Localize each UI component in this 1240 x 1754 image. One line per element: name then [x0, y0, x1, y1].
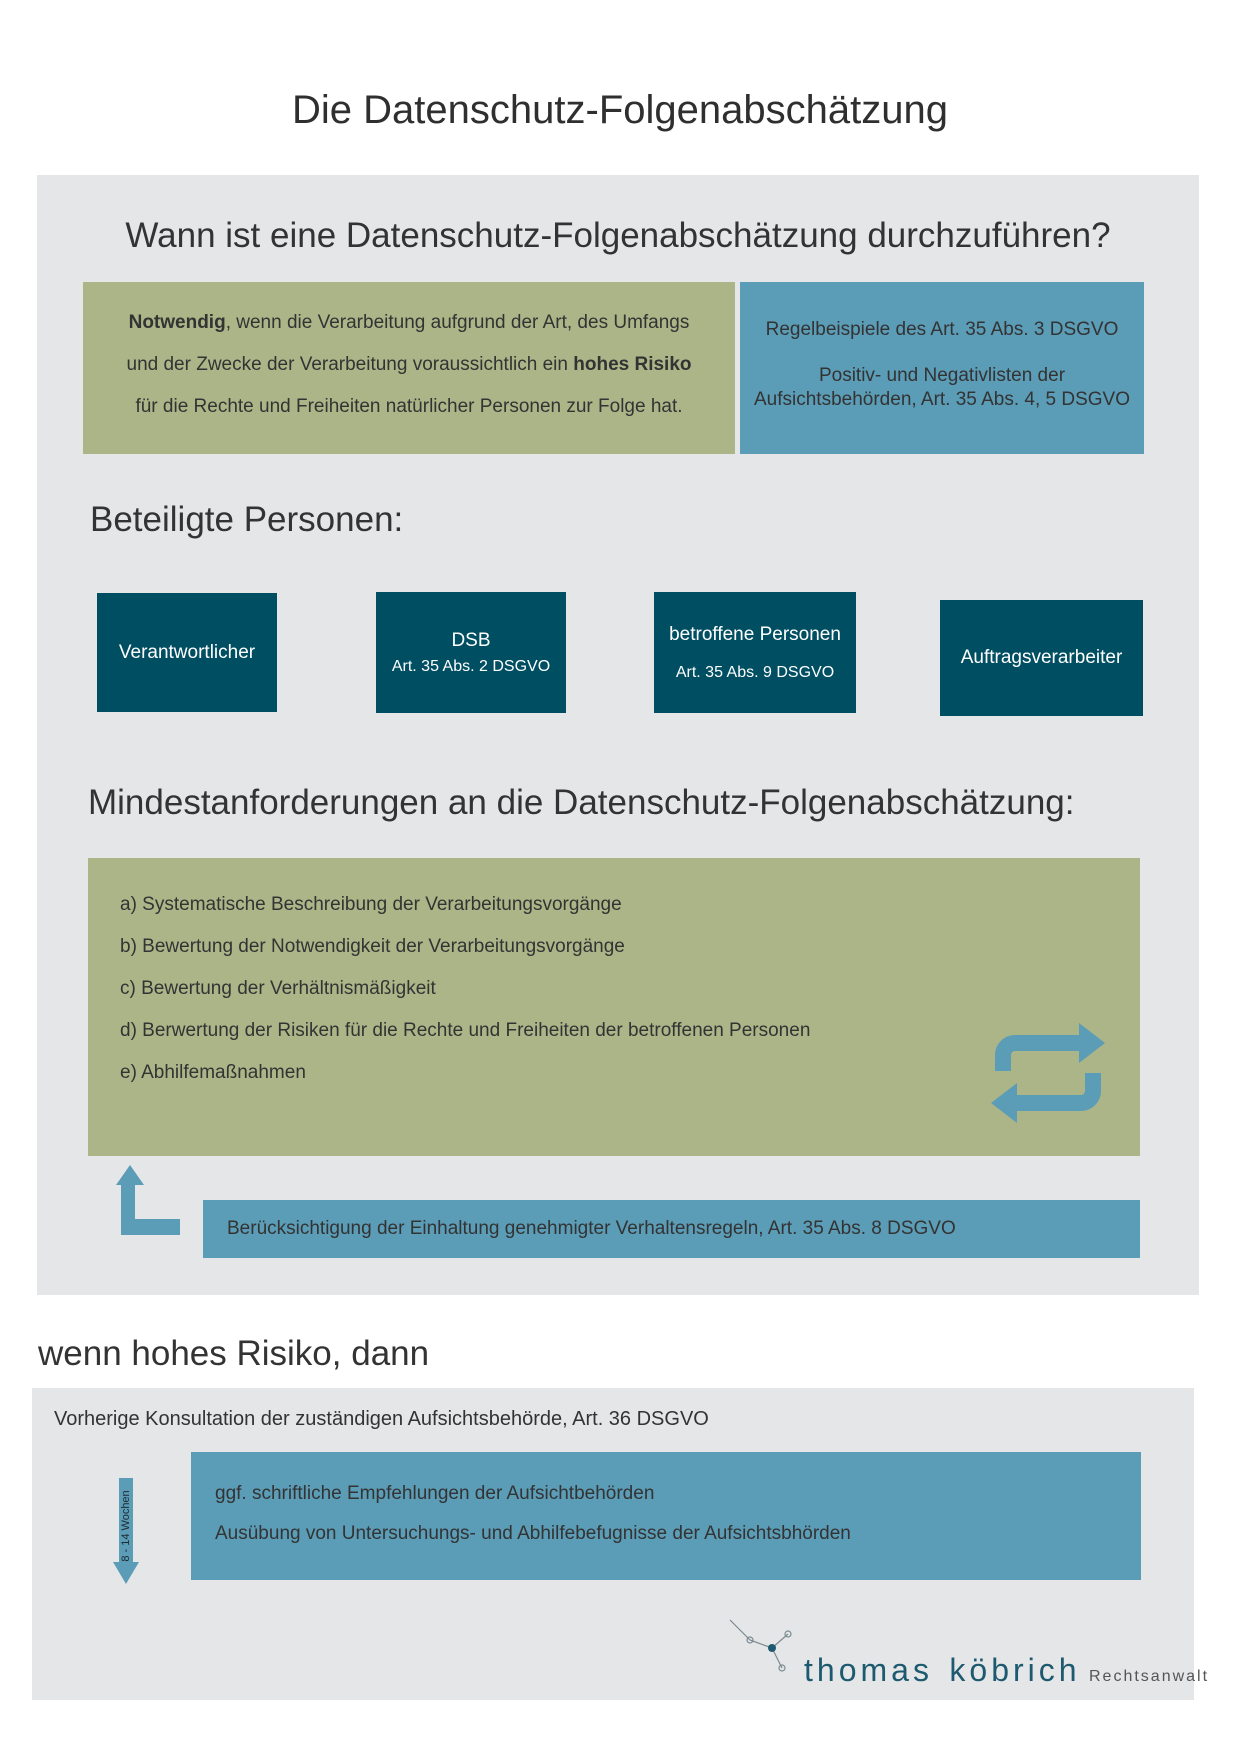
corner-up-arrow-icon	[116, 1165, 182, 1237]
rules-box	[740, 282, 1144, 454]
consultation-text: Vorherige Konsultation der zuständigen Aufsichtsbehörde, Art. 36 DSGVO	[54, 1408, 709, 1430]
rules-line-1: Regelbeispiele des Art. 35 Abs. 3 DSGVO	[765, 319, 1119, 340]
section-when-heading: Wann ist eine Datenschutz-Folgenabschätzung durchzuführen?	[125, 216, 1111, 255]
high-risk-heading: wenn hohes Risiko, dann	[38, 1334, 430, 1373]
requirements-box	[88, 858, 1140, 1156]
logo-name-last: köbrich	[949, 1652, 1081, 1688]
person-title: betroffene Personen	[669, 623, 841, 645]
necessity-bold: Notwendig	[128, 312, 226, 333]
logo-subtitle: Rechtsanwalt	[1089, 1668, 1210, 1685]
logo	[804, 1652, 1209, 1689]
requirements-heading: Mindestanforderungen an die Datenschutz-Folgenabschätzung:	[88, 783, 1075, 822]
person-title: DSB	[451, 629, 491, 651]
requirement-item: d) Berwertung der Risiken für die Rechte und Freiheiten der betroffenen Personen	[120, 1020, 811, 1041]
necessity-text-1: , wenn die Verarbeitung aufgrund der Art, des Umfangs	[225, 312, 690, 333]
page-title: Die Datenschutz-Folgenabschätzung	[292, 88, 948, 132]
person-box-controller	[97, 593, 277, 712]
requirement-item: c) Bewertung der Verhältnismäßigkeit	[120, 978, 436, 999]
authority-action-item: ggf. schriftliche Empfehlungen der Aufsichtbehörden	[215, 1483, 655, 1504]
person-title: Auftragsverarbeiter	[960, 647, 1123, 668]
persons-heading: Beteiligte Personen:	[90, 500, 404, 539]
person-sub: Art. 35 Abs. 2 DSGVO	[391, 657, 551, 675]
person-title: Verantwortlicher	[118, 641, 256, 663]
person-box-data-subjects	[654, 592, 856, 713]
rules-line-2b: Aufsichtsbehörden, Art. 35 Abs. 4, 5 DSGVO	[754, 389, 1130, 410]
authority-actions-box	[191, 1452, 1141, 1580]
rules-line-2a: Positiv- und Negativlisten der	[818, 365, 1066, 386]
necessity-text-3: für die Rechte und Freiheiten natürlicher Personen zur Folge hat.	[135, 396, 683, 417]
codes-of-conduct-bar	[203, 1200, 1140, 1258]
requirement-item: b) Bewertung der Notwendigkeit der Verarbeitungsvorgänge	[120, 936, 625, 957]
requirement-item: a) Systematische Beschreibung der Verarbeitungsvorgänge	[120, 894, 622, 915]
necessity-text-2: und der Zwecke der Verarbeitung voraussichtlich ein	[126, 354, 574, 375]
repeat-cycle-icon	[983, 1013, 1113, 1138]
logo-name-first: thomas	[804, 1652, 933, 1688]
high-risk-bold: hohes Risiko	[573, 354, 692, 375]
authority-action-item: Ausübung von Untersuchungs- und Abhilfebefugnisse der Aufsichtsbhörden	[215, 1523, 851, 1544]
person-box-processor	[940, 600, 1143, 716]
duration-label: 8 - 14 Wochen	[120, 1490, 132, 1562]
requirement-item: e) Abhilfemaßnahmen	[120, 1062, 306, 1083]
person-sub: Art. 35 Abs. 9 DSGVO	[675, 663, 835, 681]
codes-of-conduct-text: Berücksichtigung der Einhaltung genehmigter Verhaltensregeln, Art. 35 Abs. 8 DSGVO	[227, 1218, 956, 1239]
necessity-box	[83, 282, 735, 454]
person-box-dpo	[376, 592, 566, 713]
logo-network-icon	[728, 1618, 794, 1676]
